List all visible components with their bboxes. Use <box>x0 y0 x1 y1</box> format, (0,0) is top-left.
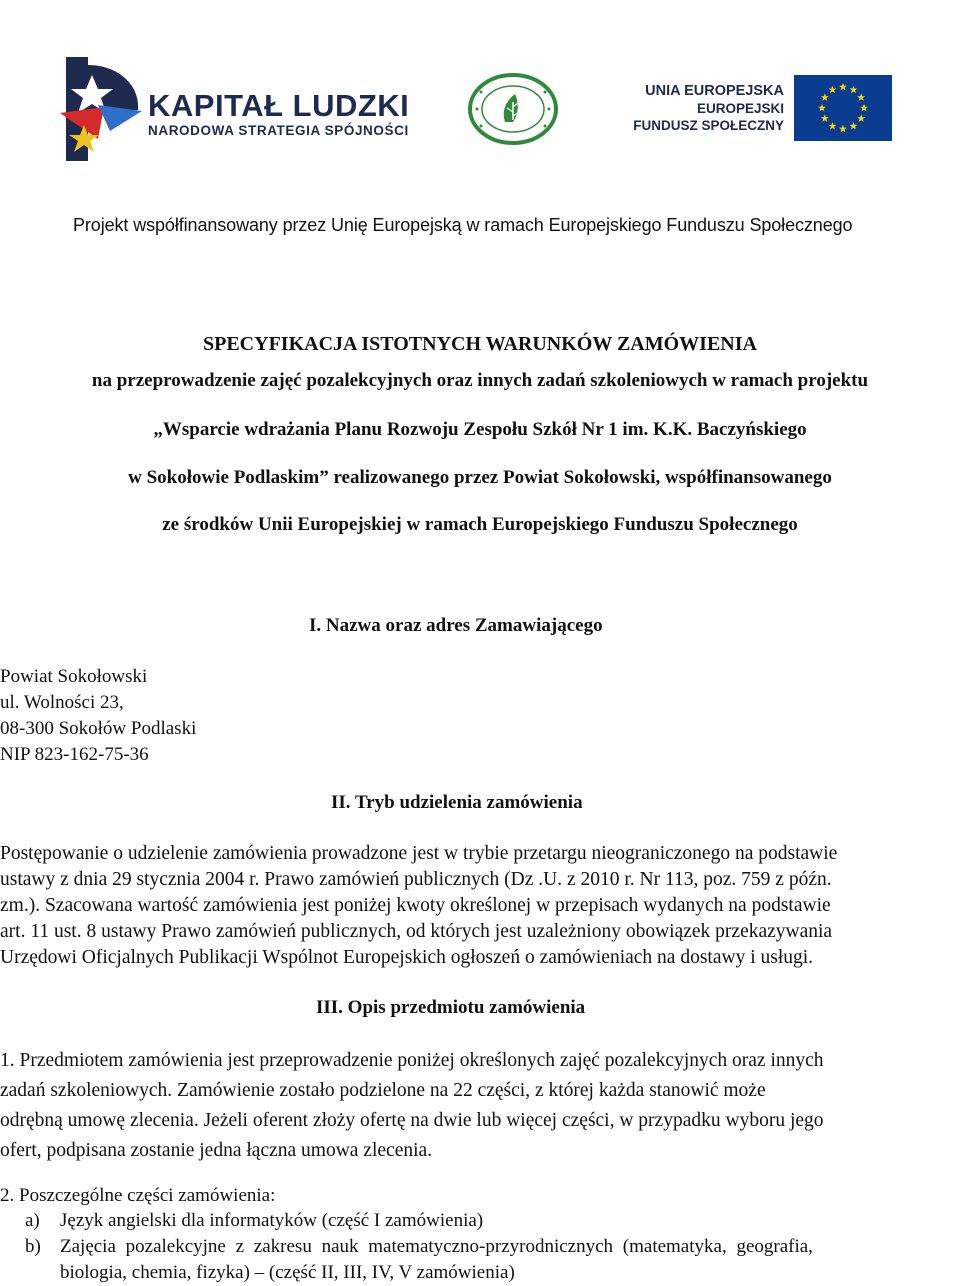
title-line-5: ze środków Unii Europejskiej w ramach Europejskiego Funduszu Społecznego <box>162 514 798 535</box>
title-line-4: w Sokołowie Podlaskim” realizowanego przez Powiat Sokołowski, współfinansowanego <box>128 467 832 488</box>
contracting-authority-address <box>0 664 196 768</box>
section-3-body <box>0 1046 960 1166</box>
address-line: Powiat Sokołowski <box>0 666 148 687</box>
body-line: zm.). Szacowana wartość zamówienia jest poniżej kwoty określonej w przepisach wydanych na podstawie <box>0 895 831 916</box>
section-2-heading: II. Tryb udzielenia zamówienia <box>331 792 583 813</box>
body-line: art. 11 ust. 8 ustawy Prawo zamówień publicznych, od których jest uzależniony obowiązek przekazywania <box>0 921 833 942</box>
eu-logo <box>630 75 892 141</box>
body-line: ustawy z dnia 29 stycznia 2004 r. Prawo zamówień publicznych (Dz .U. z 2010 r. Nr 113, poz. 759 z późn. <box>0 869 832 890</box>
kapital-ludzki-emblem-icon <box>58 55 148 163</box>
address-line: ul. Wolności 23, <box>0 692 124 713</box>
kapital-ludzki-title: KAPITAŁ LUDZKI <box>148 88 410 123</box>
body-line: Postępowanie o udzielenie zamówienia prowadzone jest w trybie przetargu nieograniczonego na podstawie <box>0 843 838 864</box>
list-item: Zajęcia pozalekcyjne z zakresu nauk matematyczno-przyrodnicznych (matematyka, geografia, <box>60 1236 813 1257</box>
body-line: zadań szkoleniowych. Zamówienie zostało podzielone na 22 części, z której każda stanowić może <box>0 1080 766 1101</box>
list-item-marker: b) <box>25 1236 41 1257</box>
address-line: 08-300 Sokołów Podlaski <box>0 718 197 739</box>
title-line-3: „Wsparcie wdrażania Planu Rozwoju Zespołu Szkół Nr 1 im. K.K. Baczyńskiego <box>153 419 807 440</box>
powiat-sokolowski-seal <box>467 72 559 146</box>
eu-line-3: FUNDUSZ SPOŁECZNY <box>633 118 784 133</box>
point-2-label: 2. Poszczególne części zamówienia: <box>0 1185 276 1206</box>
body-line: ofert, podpisana zostanie jedna łączna umowa zlecenia. <box>0 1140 433 1161</box>
body-line: 1. Przedmiotem zamówienia jest przeprowadzenie poniżej określonych zajęć pozalekcyjnych oraz innych <box>0 1050 824 1071</box>
section-2-body <box>0 841 960 971</box>
title-line-2: na przeprowadzenie zajęć pozalekcyjnych oraz innych zadań szkoleniowych w ramach projektu <box>91 370 869 391</box>
powiat-seal-icon <box>467 72 559 146</box>
list-item: Język angielski dla informatyków (część I zamówienia) <box>60 1210 484 1231</box>
document-title: SPECYFIKACJA ISTOTNYCH WARUNKÓW ZAMÓWIENIA <box>203 333 757 355</box>
project-banner: Projekt współfinansowany przez Unię Europejską w ramach Europejskiego Funduszu Społecznego <box>73 215 853 235</box>
kapital-ludzki-subtitle: NARODOWA STRATEGIA SPÓJNOŚCI <box>148 123 409 138</box>
kapital-ludzki-logo <box>58 55 410 165</box>
eu-line-2: EUROPEJSKI <box>696 101 784 116</box>
eu-line-1: UNIA EUROPEJSKA <box>645 83 784 99</box>
address-line: NIP 823-162-75-36 <box>0 744 149 765</box>
list-item: biologia, chemia, fizyka) – (część II, III, IV, V zamówienia) <box>60 1262 515 1283</box>
list-item-marker: a) <box>25 1210 40 1231</box>
body-line: Urzędowi Oficjalnych Publikacji Wspólnot Europejskich ogłoszeń o zamówieniach na dostawy i usługi. <box>0 947 814 968</box>
section-1-heading: I. Nazwa oraz adres Zamawiającego <box>309 615 603 636</box>
section-3-heading: III. Opis przedmiotu zamówienia <box>316 997 586 1018</box>
eu-flag-icon <box>794 75 892 141</box>
body-line: odrębną umowę zlecenia. Jeżeli oferent złoży ofertę na dwie lub więcej części, w przypadku wyboru jego <box>0 1110 824 1131</box>
